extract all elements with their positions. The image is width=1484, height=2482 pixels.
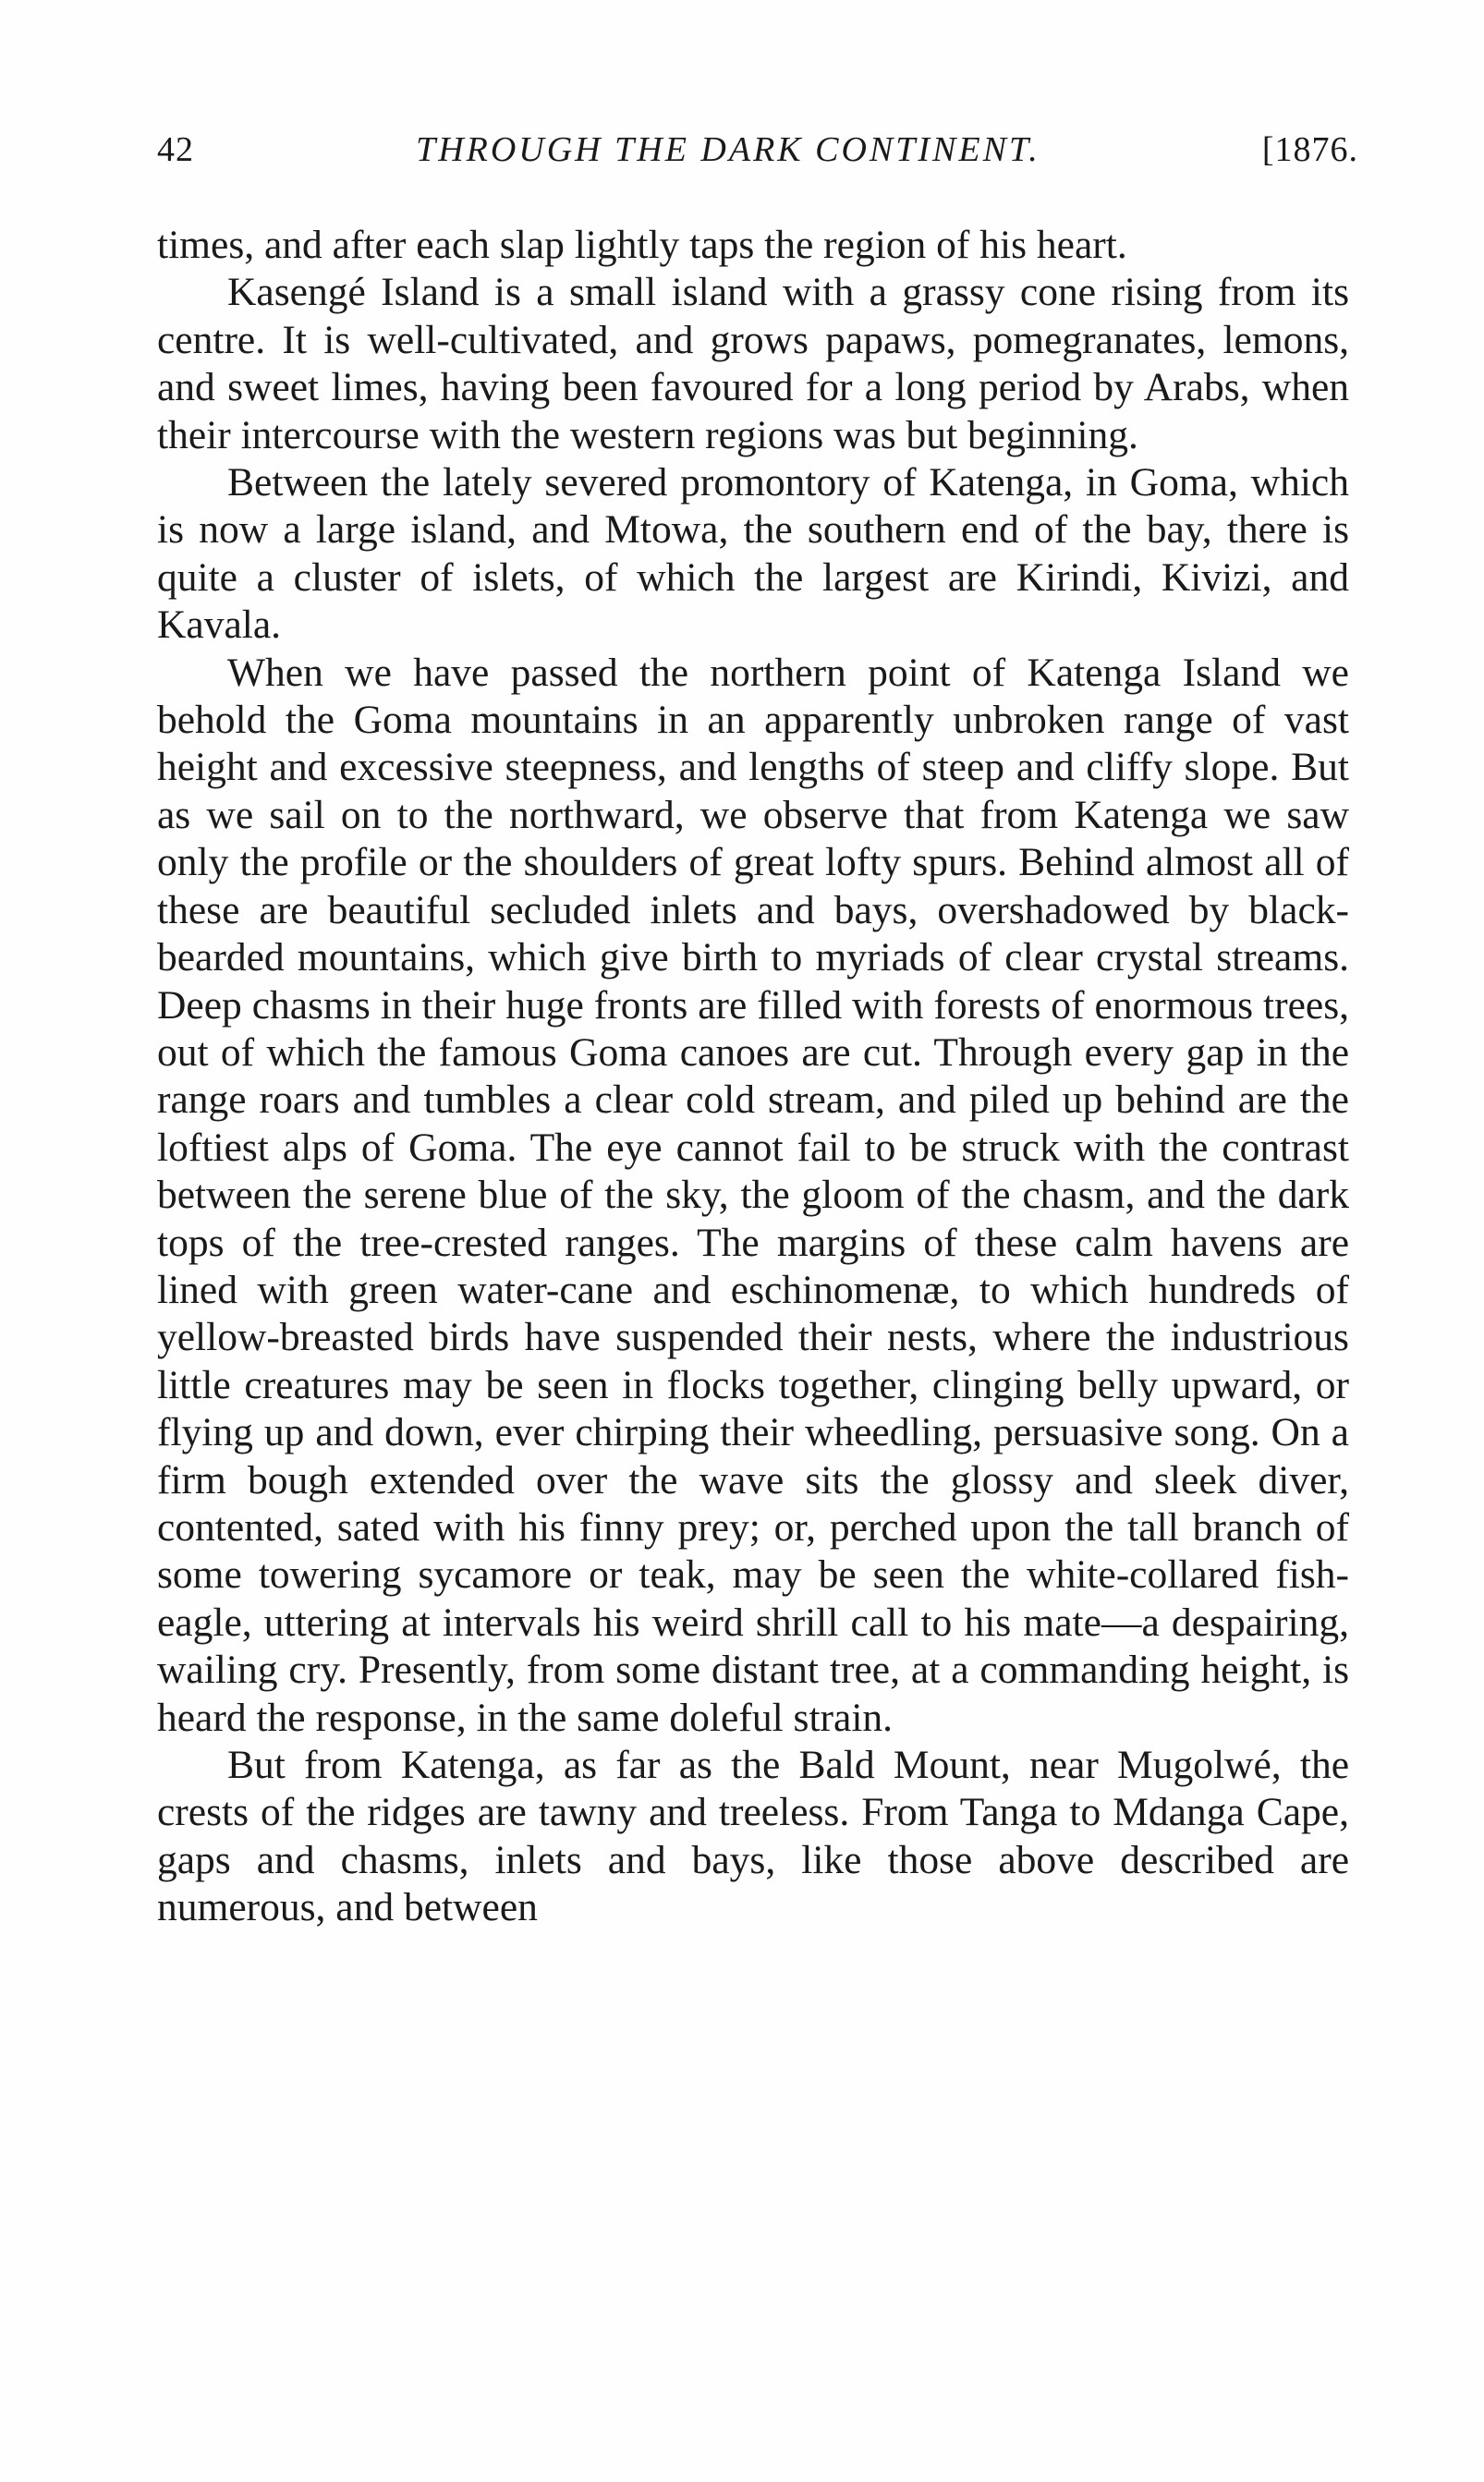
paragraph-kasenge-island: Kasengé Island is a small island with a grassy cone rising from its centre. It is well-cultivated, and grows papaws, pomegranates, lemons, and sweet limes, having been favoured for a long period by Arabs, when their intercourse with the western regions was but beginning. xyxy=(157,270,1349,457)
running-head xyxy=(157,129,1358,185)
paragraph-continuation: times, and after each slap lightly taps the region of his heart. xyxy=(157,223,1127,267)
page-number: 42 xyxy=(157,130,194,169)
paragraph-goma-mountains: When we have passed the northern point of Katenga Island we behold the Goma mountains in an apparently unbroken range of vast height and excessive steepness, and lengths of steep and cliffy slope. But as we sail on to the northward, we observe that from Katenga we saw only the profile or the shoulders of great lofty spurs. Behind almost all of these are beautiful secluded inlets and bays, overshadowed by black-bearded mountains, which give birth to myriads of clear crystal streams. Deep chasms in their huge fronts are filled with forests of enormous trees, out of which the famous Goma canoes are cut. Through every gap in the range roars and tumbles a clear cold stream, and piled up behind are the loftiest alps of Goma. The eye cannot fail to be struck with the contrast between the serene blue of the sky, the gloom of the chasm, and the dark tops of the tree-crested ranges. The margins of these calm havens are lined with green water-cane and eschinomenæ, to which hundreds of yellow-breasted birds have suspended their nests, where the industrious little creatures may be seen in flocks together, clinging belly upward, or flying up and down, ever chirping their wheedling, persuasive song. On a firm bough extended over the wave sits the glossy and sleek diver, contented, sated with his finny prey; or, perched upon the tall branch of some towering sycamore or teak, may be seen the white-collared fish-eagle, uttering at intervals his weird shrill call to his mate—a despairing, wailing cry. Presently, from some distant tree, at a commanding height, is heard the response, in the same doleful strain. xyxy=(157,650,1349,1740)
paragraph-bald-mount: But from Katenga, as far as the Bald Mount, near Mugolwé, the crests of the ridges are tawny and treeless. From Tanga to Mdanga Cape, gaps and chasms, inlets and bays, like those above described are numerous, and between xyxy=(157,1743,1349,1930)
year-marker: [1876. xyxy=(1261,130,1358,169)
running-title: THROUGH THE DARK CONTINENT. xyxy=(416,130,1040,169)
body-text xyxy=(157,222,1349,1932)
paragraph-katenga-islets: Between the lately severed promontory of Katenga, in Goma, which is now a large island, and Mtowa, the southern end of the bay, there is quite a cluster of islets, of which the largest are Kirindi, Kivizi, and Kavala. xyxy=(157,460,1349,648)
